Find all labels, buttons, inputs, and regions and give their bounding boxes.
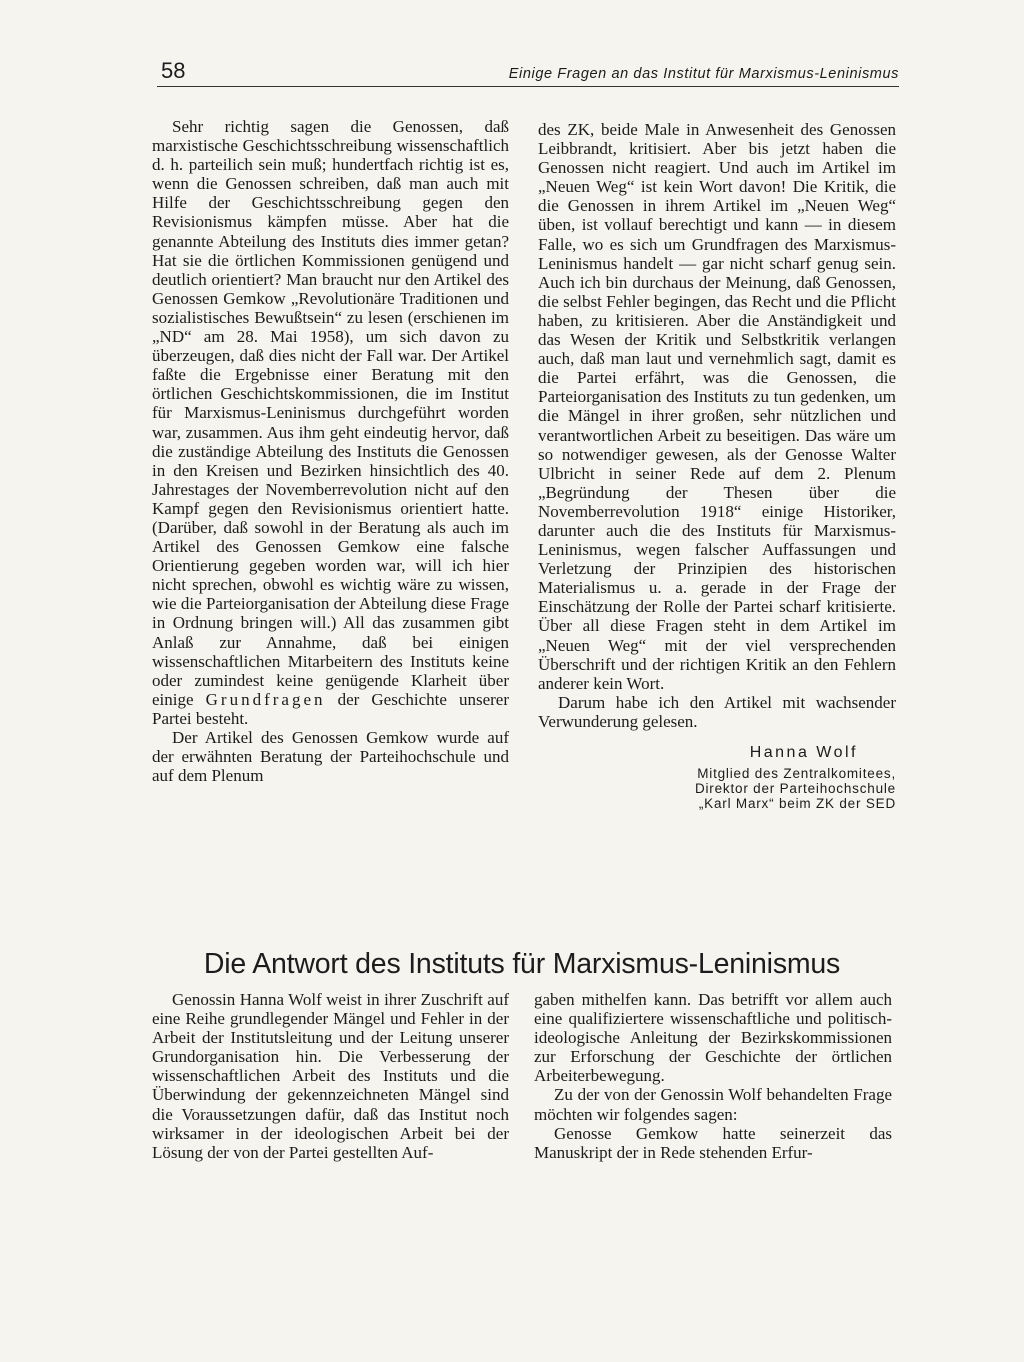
letter-paragraph: Darum habe ich den Artikel mit wachsender Verwunderung gelesen. bbox=[538, 692, 896, 731]
response-paragraph: Zu der von der Genossin Wolf behandelten Frage möchten wir folgendes sagen: bbox=[534, 1085, 892, 1124]
response-right-column bbox=[534, 990, 892, 1162]
response-paragraph: Genosse Gemkow hatte seinerzeit das Manuskript der in Rede stehenden Erfur- bbox=[534, 1123, 892, 1162]
letter-paragraph: des ZK, beide Male in Anwesenheit des Genossen Leibbrandt, kritisiert. Aber bis jetzt haben die Genossen nicht reagiert. Und auch im Artikel im „Neuen Weg“ ist kein Wort davon! Die Kritik, die die Genossen in ihrem Artikel im „Neuen Weg“ üben, ist vollauf berechtigt und kann — in diesem Falle, wo es sich um Grundfragen des Marxismus-Leninismus handelt — gar nicht scharf genug sein. Auch ich bin durchaus der Meinung, daß Genossen, die selbst Fehler begingen, das Recht und die Pflicht haben, zu kritisieren. Aber die Anständigkeit und das Wesen der Kritik und Selbstkritik verlangen auch, daß man laut und vernehmlich sagt, damit es die Partei erfährt, was die Genossen, die Parteiorganisation des Instituts zu tun gedenken, um die Mängel in ihrer großen, sehr nützlichen und verantwortlichen Arbeit zu beseitigen. Das wäre um so notwendiger gewesen, als der Genosse Walter Ulbricht in seiner Rede auf dem 2. Plenum „Begründung der Thesen über die Novemberrevolution 1918“ einige Historiker, darunter auch die des Instituts für Marxismus-Leninismus, wegen falscher Auffassungen und Verletzung der Prinzipien des historischen Materialismus u. a. gerade in der Frage der Einschätzung der Rolle der Partei scharf kritisierte. Über all diese Fragen steht in dem Artikel im „Neuen Weg“ mit der viel versprechenden Überschrift und der richtigen Kritik an den Fehlern anderer kein Wort. bbox=[538, 120, 896, 693]
signature-title-line: Mitglied des Zentralkomitees, bbox=[697, 766, 896, 782]
letter-right-column bbox=[538, 120, 896, 811]
spaced-emphasis: Grundfragen bbox=[205, 689, 326, 709]
response-paragraph: Genossin Hanna Wolf weist in ihrer Zuschrift auf eine Reihe grundlegender Mängel und Fehler in der Arbeit der Institutsleitung und der Leitung unserer Grundorganisation hin. Die Verbesserung der wissenschaftlichen Arbeit des Instituts und die Überwindung der gekennzeichneten Mängel sind die Voraussetzungen dafür, daß das Institut noch wirksamer in der ideologischen Arbeit bei der Lösung der von der Partei gestellten Auf- bbox=[152, 990, 509, 1162]
page-number: 58 bbox=[161, 58, 186, 83]
paragraph-text: der Geschichte unserer Partei besteht. bbox=[152, 689, 510, 728]
letter-paragraph: Der Artikel des Genossen Gemkow wurde auf der erwähnten Beratung der Parteihochschule und auf dem Plenum bbox=[152, 728, 509, 786]
signature-name: Hanna Wolf bbox=[749, 744, 858, 761]
paragraph-text: Sehr richtig sagen die Genossen, daß marxistische Geschichtsschreibung wissenschaftlich d. h. parteilich sein muß; hundertfach richtig ist es, wenn die Genossen schreiben, daß man auch mit Hilfe der Geschichtsschreibung gegen den Revisionismus kämpfen müsse. Aber hat die genannte Abteilung des Instituts dies immer getan? Hat sie die örtlichen Kommissionen genügend und deutlich orientiert? Man braucht nur den Artikel des Genossen Gemkow „Revolutionäre Traditionen und sozialistisches Bewußtsein“ zu lesen (erschienen im „ND“ am 28. Mai 1958), um sich davon zu überzeugen, daß dies nicht der Fall war. Der Artikel faßte die Ergebnisse einer Beratung mit den örtlichen Geschichtskommissionen, die im Institut für Marxismus-Leninismus durchgeführt worden war, zusammen. Aus ihm geht eindeutig hervor, daß die zuständige Abteilung des Instituts die Genossen in den Kreisen und Bezirken hinsichtlich des 40. Jahrestages der Novemberrevolution nicht auf den Kampf gegen den Revisionismus orientiert hatte. (Darüber, daß sowohl in der Beratung als auch im Artikel des Genossen Gemkow eine falsche Orientierung gegeben worden war, will ich hier nicht sprechen, obwohl es wichtig wäre zu wissen, wie die Parteiorganisation der Abteilung diese Frage in Ordnung bringen will.) All das zusammen gibt Anlaß zur Annahme, daß bei einigen wissenschaftlichen Mitarbeitern des Instituts keine oder zumindest keine genügende Klarheit über einige bbox=[152, 117, 509, 709]
section-heading: Die Antwort des Instituts für Marxismus-Leninismus bbox=[203, 948, 841, 980]
response-paragraph: gaben mithelfen kann. Das betrifft vor allem auch eine qualifiziertere wissenschaftliche und politisch-ideologische Anleitung der Bezirkskommissionen zur Erforschung der Geschichte der örtlichen Arbeiterbewegung. bbox=[534, 990, 892, 1086]
letter-paragraph bbox=[152, 117, 509, 728]
page-header bbox=[157, 56, 899, 87]
signature-title bbox=[538, 766, 896, 811]
signature-title-line: „Karl Marx“ beim ZK der SED bbox=[698, 796, 896, 812]
response-left-column bbox=[152, 990, 509, 1162]
running-title: Einige Fragen an das Institut für Marxismus-Leninismus bbox=[508, 66, 899, 82]
letter-left-column bbox=[152, 117, 509, 785]
signature-title-line: Direktor der Parteihochschule bbox=[694, 781, 896, 797]
